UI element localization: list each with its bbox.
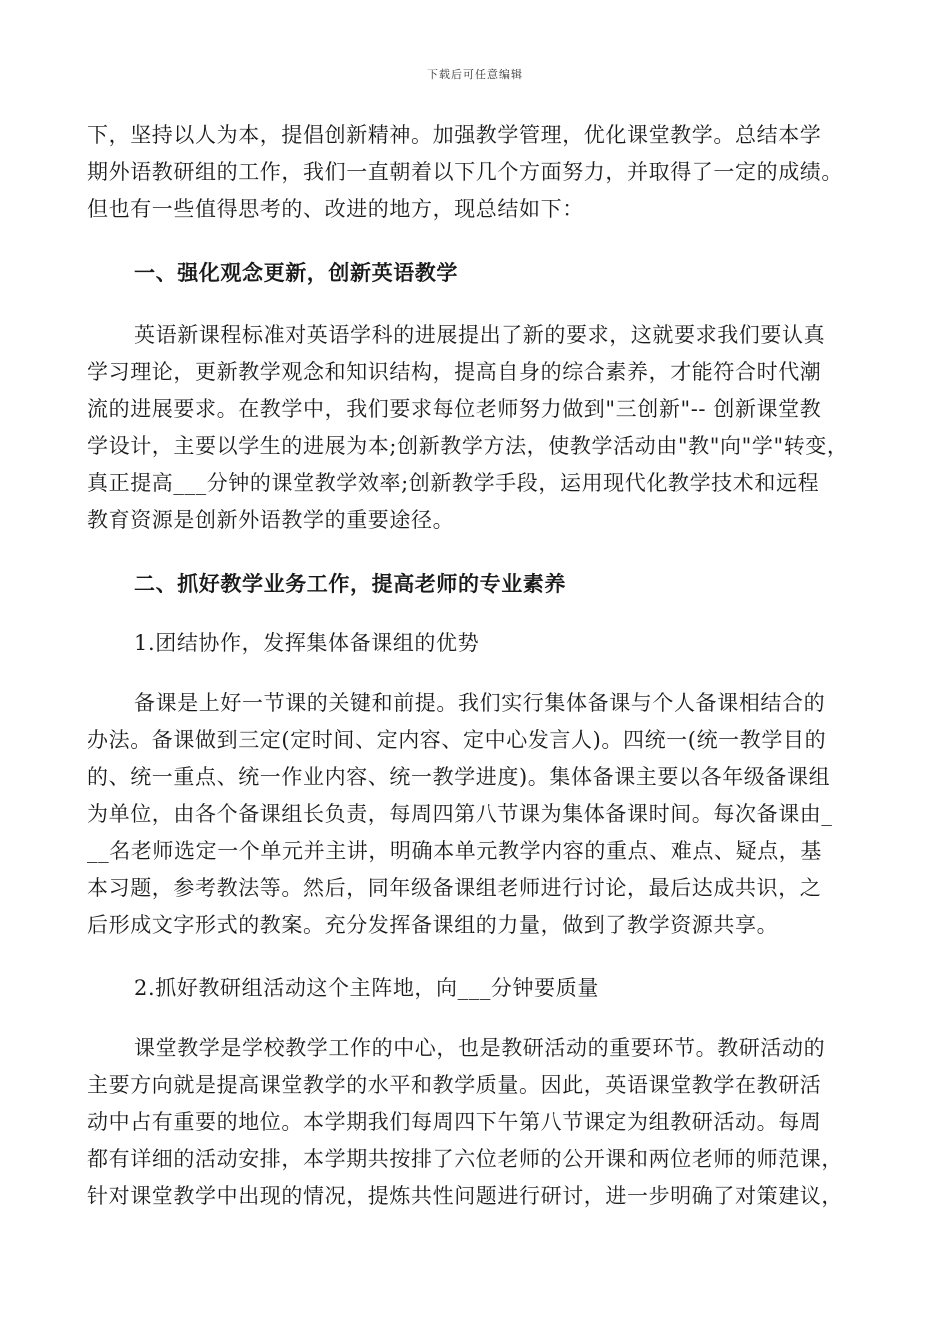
paragraph-line: 流的进展要求。在教学中，我们要求每位老师努力做到"三创新"-- 创新课堂教 — [87, 397, 822, 421]
paragraph-line: 下，坚持以人为本，提倡创新精神。加强教学管理，优化课堂教学。总结本学 — [87, 123, 822, 147]
page-header-note: 下载后可任意编辑 — [427, 68, 523, 81]
section1-paragraph — [87, 317, 865, 539]
paragraph-line: 学设计，主要以学生的进展为本;创新教学方法，使教学活动由"教"向"学"转变， — [87, 434, 849, 458]
section-heading-2: 二、抓好教学业务工作，提高老师的专业素养 — [134, 571, 566, 596]
paragraph-line: 针对课堂教学中出现的情况，提炼共性问题进行研讨，进一步明确了对策建议， — [87, 1184, 843, 1208]
paragraph-line: 但也有一些值得思考的、改进的地方，现总结如下： — [87, 197, 584, 221]
paragraph-line: 课堂教学是学校教学工作的中心，也是教研活动的重要环节。教研活动的 — [134, 1036, 826, 1060]
paragraph-line: 为单位，由各个备课组长负责，每周四第八节课为集体备课时间。每次备课由_ — [87, 802, 833, 826]
paragraph-line: 教育资源是创新外语教学的重要途径。 — [87, 508, 455, 532]
paragraph-line: 都有详细的活动安排，本学期共按排了六位老师的公开课和两位老师的师范课， — [87, 1147, 843, 1171]
subsection-heading-1: 1.团结协作，发挥集体备课组的优势 — [134, 631, 480, 655]
paragraph-line: 本习题，参考教法等。然后，同年级备课组老师进行讨论，最后达成共识，之 — [87, 876, 822, 900]
subsection1-paragraph — [87, 685, 865, 944]
document-body — [87, 117, 865, 1215]
paragraph-line: 后形成文字形式的教案。充分发挥备课组的力量，做到了教学资源共享。 — [87, 913, 779, 937]
paragraph-line: 动中占有重要的地位。本学期我们每周四下午第八节课定为组教研活动。每周 — [87, 1110, 822, 1134]
paragraph-line: 学习理论，更新教学观念和知识结构，提高自身的综合素养，才能符合时代潮 — [87, 360, 822, 384]
paragraph-line: __名老师选定一个单元并主讲，明确本单元教学内容的重点、难点、疑点，基 — [87, 839, 822, 863]
intro-paragraph — [87, 117, 865, 228]
subsection-heading-2: 2.抓好教研组活动这个主阵地，向___分钟要质量 — [134, 976, 599, 1000]
paragraph-line: 办法。备课做到三定(定时间、定内容、定中心发言人)。四统一(统一教学目的 — [87, 728, 827, 752]
paragraph-line: 主要方向就是提高课堂教学的水平和教学质量。因此，英语课堂教学在教研活 — [87, 1073, 822, 1097]
section-heading-1: 一、强化观念更新，创新英语教学 — [134, 260, 458, 285]
paragraph-line: 期外语教研组的工作，我们一直朝着以下几个方面努力，并取得了一定的成绩。 — [87, 160, 843, 184]
subsection2-paragraph — [87, 1030, 865, 1215]
paragraph-line: 英语新课程标准对英语学科的进展提出了新的要求，这就要求我们要认真 — [134, 323, 826, 347]
paragraph-line: 真正提高___分钟的课堂教学效率;创新教学手段，运用现代化教学技术和远程 — [87, 471, 820, 495]
paragraph-line: 备课是上好一节课的关键和前提。我们实行集体备课与个人备课相结合的 — [134, 691, 826, 715]
paragraph-line: 的、统一重点、统一作业内容、统一教学进度)。集体备课主要以各年级备课组 — [87, 765, 831, 789]
